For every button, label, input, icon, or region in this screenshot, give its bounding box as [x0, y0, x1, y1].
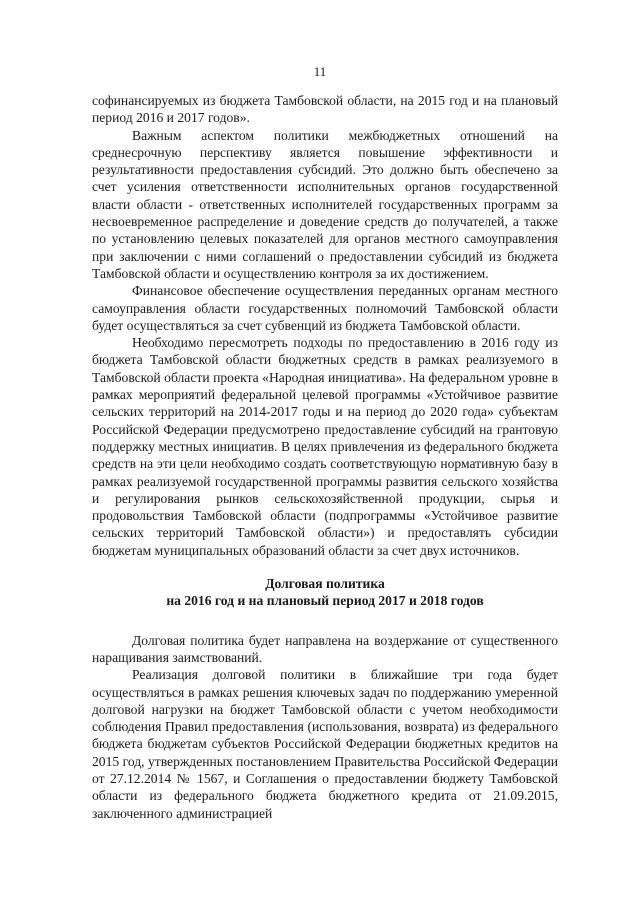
paragraph-debt-policy-direction: Долговая политика будет направлена на воздержание от существенного наращивания заимствований. — [92, 632, 558, 665]
page-number: 11 — [313, 64, 327, 79]
paragraph-peoples-initiative: Необходимо пересмотреть подходы по предоставлению в 2016 году из бюджета Тамбовской области бюджетных средств в рамках реализуемого в Тамбовской области проекта «Народная инициатива». На федеральном уровне в рамках мероприятий федеральной целевой программы «Устойчивое развитие сельских территорий на 2014-2017 годы и на период до 2020 года» субъектам Российской Федерации предусмотрено предоставление субсидий на грантовую поддержку местных инициатив. В целях привлечения из федерального бюджета средств на эти цели необходимо создать соответствующую нормативную базу в рамках реализуемой государственной программы развития сельского хозяйства и регулирования рынков сельскохозяйственной продукции, сырья и продовольствия Тамбовской области (подпрограммы «Устойчивое развитие сельских территорий Тамбовской области») и предоставлять субсидии бюджетам муниципальных образований области за счет двух источников. — [92, 335, 558, 558]
spacer — [92, 559, 558, 575]
paragraph-subsidies-efficiency: Важным аспектом политики межбюджетных отношений на среднесрочную перспективу является повышение эффективности и результативности предоставления субсидий. Это должно быть обеспечено за счет усиления ответственности исполнительных органов государственной власти области - ответственных исполнителей государственных программ за несвоевременное распределение и доведение средств до получателей, а также по установлению целевых показателей для органов местного самоуправления при заключении с ними соглашений о предоставлении субсидий из бюджета Тамбовской области и осуществлению контроля за их достижением. — [92, 127, 558, 281]
paragraph-subventions: Финансовое обеспечение осуществления переданных органам местного самоуправления области государственных полномочий Тамбовской области будет осуществляться за счет субвенций из бюджета Тамбовской области. — [92, 283, 558, 333]
section-title-line-1: Долговая политика — [265, 576, 385, 592]
section-title-line-2: на 2016 год и на плановый период 2017 и 2018 годов — [166, 593, 484, 609]
paragraph-debt-policy-implementation: Реализация долговой политики в ближайшие три года будет осуществляться в рамках решения ключевых задач по поддержанию умеренной долговой нагрузки на бюджет Тамбовской области с учетом необходимости соблюдения Правил предоставления (использования, возврата) из федерального бюджета бюджетам субъектов Российской Федерации бюджетных кредитов на 2015 год, утвержденных постановлением Правительства Российской Федерации от 27.12.2014 № 1567, и Соглашения о предоставлении бюджету Тамбовской области из федерального бюджета бюджетного кредита от 21.09.2015, заключенного администрацией — [92, 667, 558, 821]
paragraph-continuation: софинансируемых из бюджета Тамбовской области, на 2015 год и на плановый период 2016 и 2017 годов». — [92, 93, 558, 126]
spacer — [92, 610, 558, 632]
document-body — [92, 92, 558, 822]
